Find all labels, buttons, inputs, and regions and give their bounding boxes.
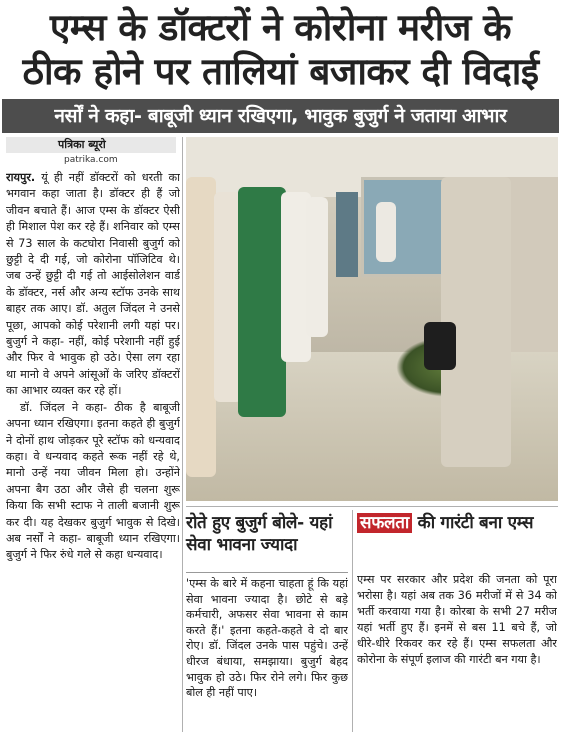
box-top-rule	[186, 506, 558, 507]
right-box-body: एम्स पर सरकार और प्रदेश की जनता को पूरा भरोसा है। यहां अब तक 36 मरीजों में से 34 को भर्ती करवाया गया है। कोरबा के सभी 27 मरीज यहां भर्ती हुए हैं। इनमें से बस 11 बचे हैं, जो धीरे-धीरे रिकवर कर रहे हैं। एम्स सफलता और कोरोना के संपूर्ण इलाज की गारंटी बन गया है।	[357, 573, 557, 666]
right-heading-highlight: सफलता	[357, 513, 412, 533]
byline-website: patrika.com	[64, 155, 118, 165]
story-paragraph-2: डॉ. जिंदल ने कहा- ठीक है बाबूजी अपना ध्यान रखिएगा। इतना कहते ही बुजुर्ग ने दोनों हाथ जोड़कर पूरे स्टॉफ को धन्यवाद कहा। वे धन्यवाद कहते रूक नहीं रहे थे, मानो उन्हें नया जीवन मिला हो। उन्होंने अपना बैग उठा और जैसे ही चलना शुरू किया कि सभी स्टाफ ने ताली बजानी शुरू कर दी। यह देखकर बुजुर्ग भावुक से दिखे। अब नर्सों ने कहा- बाबूजी ध्यान रखिएगा। बुजुर्ग ने फिर रुंधे गले से कहा धन्यवाद।	[6, 400, 180, 562]
main-story	[6, 170, 180, 730]
headline	[0, 0, 561, 96]
middle-box-body: 'एम्स के बारे में कहना चाहता हूं कि यहां सेवा भावना ज्यादा है। छोटे से बड़े कर्मचारी, अफसर सेवा भावना से काम करते हैं।' इतना कहते-कहते वे दो बार रोए। डॉ. जिंदल उनके पास पहुंचे। उन्हें धीरज बंधाया, समझाया। बुजुर्ग बेहद भावुक हो उठे। फिर रोने लगे। फिर कुछ बोल ही नहीं पाए।	[186, 572, 348, 732]
story-paragraph-1-text: यूं ही नहीं डॉक्टरों को धरती का भगवान कहा जाता है। डॉक्टर ही हैं जो जीवन बचाते हैं। आज एम्स के डॉक्टर ऐसी ही मिशाल पेश कर रहे हैं। शनिवार को एम्स से 73 साल के कटघोरा निवासी बुजुर्ग को छुट्टी दे दी गई, जो कोरोना पॉजिटिव थे। जब उन्हें छुट्टी दी गई तो आईसोलेशन वार्ड के डॉक्टर, नर्स और अन्य स्टॉफ उनके साथ बाहर तक आए। डॉ. अतुल जिंदल ने उनसे पूछा, आपको कोई परेशानी लगी यहां पर। बुजुर्ग ने कहा- नहीं, कोई परेशानी नहीं हुई और फिर वे भावुक हो उठे। ऐसा लग रहा था मानो वे अपने आंसूओं के जरिए डॉक्टरों का आभार व्यक्त कर रहे हों।	[6, 171, 180, 398]
photo-figure-staff-1	[186, 177, 216, 477]
news-photo	[186, 137, 558, 501]
headline-line-2: ठीक होने पर तालियां बजाकर दी विदाई	[22, 50, 539, 93]
photo-side-door	[336, 192, 358, 277]
column-divider	[182, 137, 183, 732]
box-divider	[352, 510, 353, 732]
dateline: रायपुर.	[6, 171, 36, 184]
middle-box-heading: रोते हुए बुजुर्ग बोले- यहां सेवा भावना ज्यादा	[186, 513, 333, 555]
photo-doorway	[361, 177, 451, 277]
photo-figure-doctor	[238, 187, 286, 417]
photo-figure-background	[376, 202, 396, 262]
byline-bureau: पत्रिका ब्यूरो	[6, 137, 176, 153]
right-heading-rest: की गारंटी बना एम्स	[417, 513, 534, 533]
right-box-heading	[357, 512, 557, 564]
photo-figure-bag	[424, 322, 456, 370]
strapline: नर्सों ने कहा- बाबूजी ध्यान रखिएगा, भावुक बुजुर्ग ने जताया आभार	[2, 99, 559, 133]
story-paragraph-1	[6, 170, 180, 400]
photo-figure-staff-4	[306, 197, 328, 337]
headline-line-1: एम्स के डॉक्टरों ने कोरोना मरीज के	[49, 6, 512, 49]
